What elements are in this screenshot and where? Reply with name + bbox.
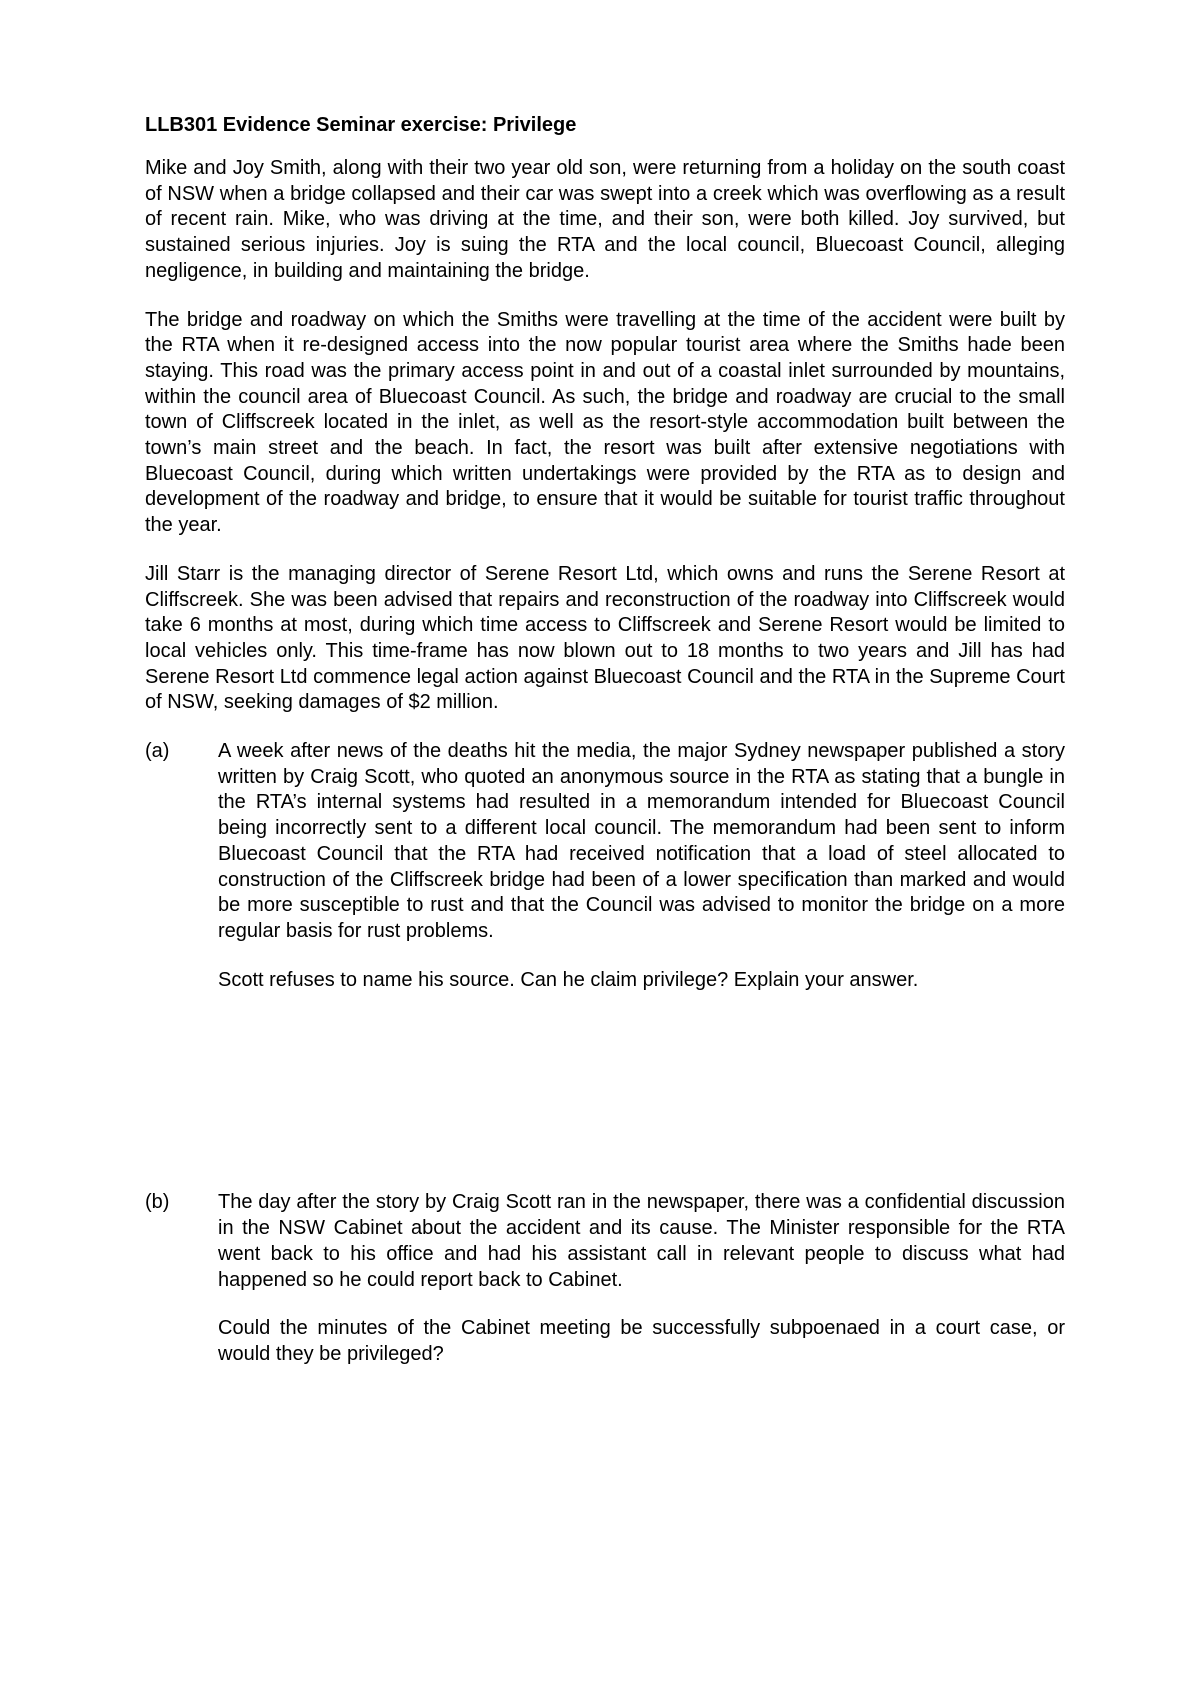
question-b [145, 1190, 1065, 1367]
paragraph-serene-resort: Jill Starr is the managing director of Serene Resort Ltd, which owns and runs the Serene Resort at Cliffscreek. She was been advised that repairs and reconstruction of the roadway into Cliffscreek would take 6 months at most, during which time access to Cliffscreek and Serene Resort would be limited to local vehicles only. This time-frame has now blown out to 18 months to two years and Jill has had Serene Resort Ltd commence legal action against Bluecoast Council and the RTA in the Supreme Court of NSW, seeking damages of $2 million. [145, 562, 1065, 714]
document-title: LLB301 Evidence Seminar exercise: Privilege [145, 114, 577, 136]
question-label: (a) [145, 740, 170, 763]
question-text: A week after news of the deaths hit the media, the major Sydney newspaper published a story written by Craig Scott, who quoted an anonymous source in the RTA as stating that a bungle in the RTA’s internal systems had resulted in a memorandum intended for Bluecoast Council being incorrectly sent to a different local council. The memorandum had been sent to inform Bluecoast Council that the RTA had received notification that a load of steel allocated to construction of the Cliffscreek bridge had been of a lower specification than marked and would be more susceptible to rust and that the Council was advised to monitor the bridge on a more regular basis for rust problems. [218, 740, 1065, 942]
document-body [145, 112, 1065, 1391]
question-a [145, 739, 1065, 993]
question-text: The day after the story by Craig Scott ran in the newspaper, there was a confidential discussion in the NSW Cabinet about the accident and its cause. The Minister responsible for the RTA went back to his office and had his assistant call in relevant people to discuss what had happened so he could report back to Cabinet. [218, 1191, 1065, 1291]
question-prompt: Scott refuses to name his source. Can he claim privilege? Explain your answer. [218, 968, 919, 991]
question-prompt: Could the minutes of the Cabinet meeting be successfully subpoenaed in a court case, or would they be privileged? [218, 1317, 1065, 1365]
paragraph-background-accident: Mike and Joy Smith, along with their two year old son, were returning from a holiday on the south coast of NSW when a bridge collapsed and their car was swept into a creek which was overflowing as a result of recent rain. Mike, who was driving at the time, and their son, were both killed. Joy survived, but sustained serious injuries. Joy is suing the RTA and the local council, Bluecoast Council, alleging negligence, in building and maintaining the bridge. [145, 157, 1065, 282]
paragraph-bridge-roadway: The bridge and roadway on which the Smiths were travelling at the time of the accident were built by the RTA when it re-designed access into the now popular tourist area where the Smiths hade been staying. This road was the primary access point in and out of a coastal inlet surrounded by mountains, within the council area of Bluecoast Council. As such, the bridge and roadway are crucial to the small town of Cliffscreek located in the inlet, as well as the resort-style accommodation built between the town’s main street and the beach. In fact, the resort was built after extensive negotiations with Bluecoast Council, during which written undertakings were provided by the RTA as to design and development of the roadway and bridge, to ensure that it would be suitable for tourist traffic throughout the year. [145, 308, 1065, 537]
question-label: (b) [145, 1191, 170, 1214]
